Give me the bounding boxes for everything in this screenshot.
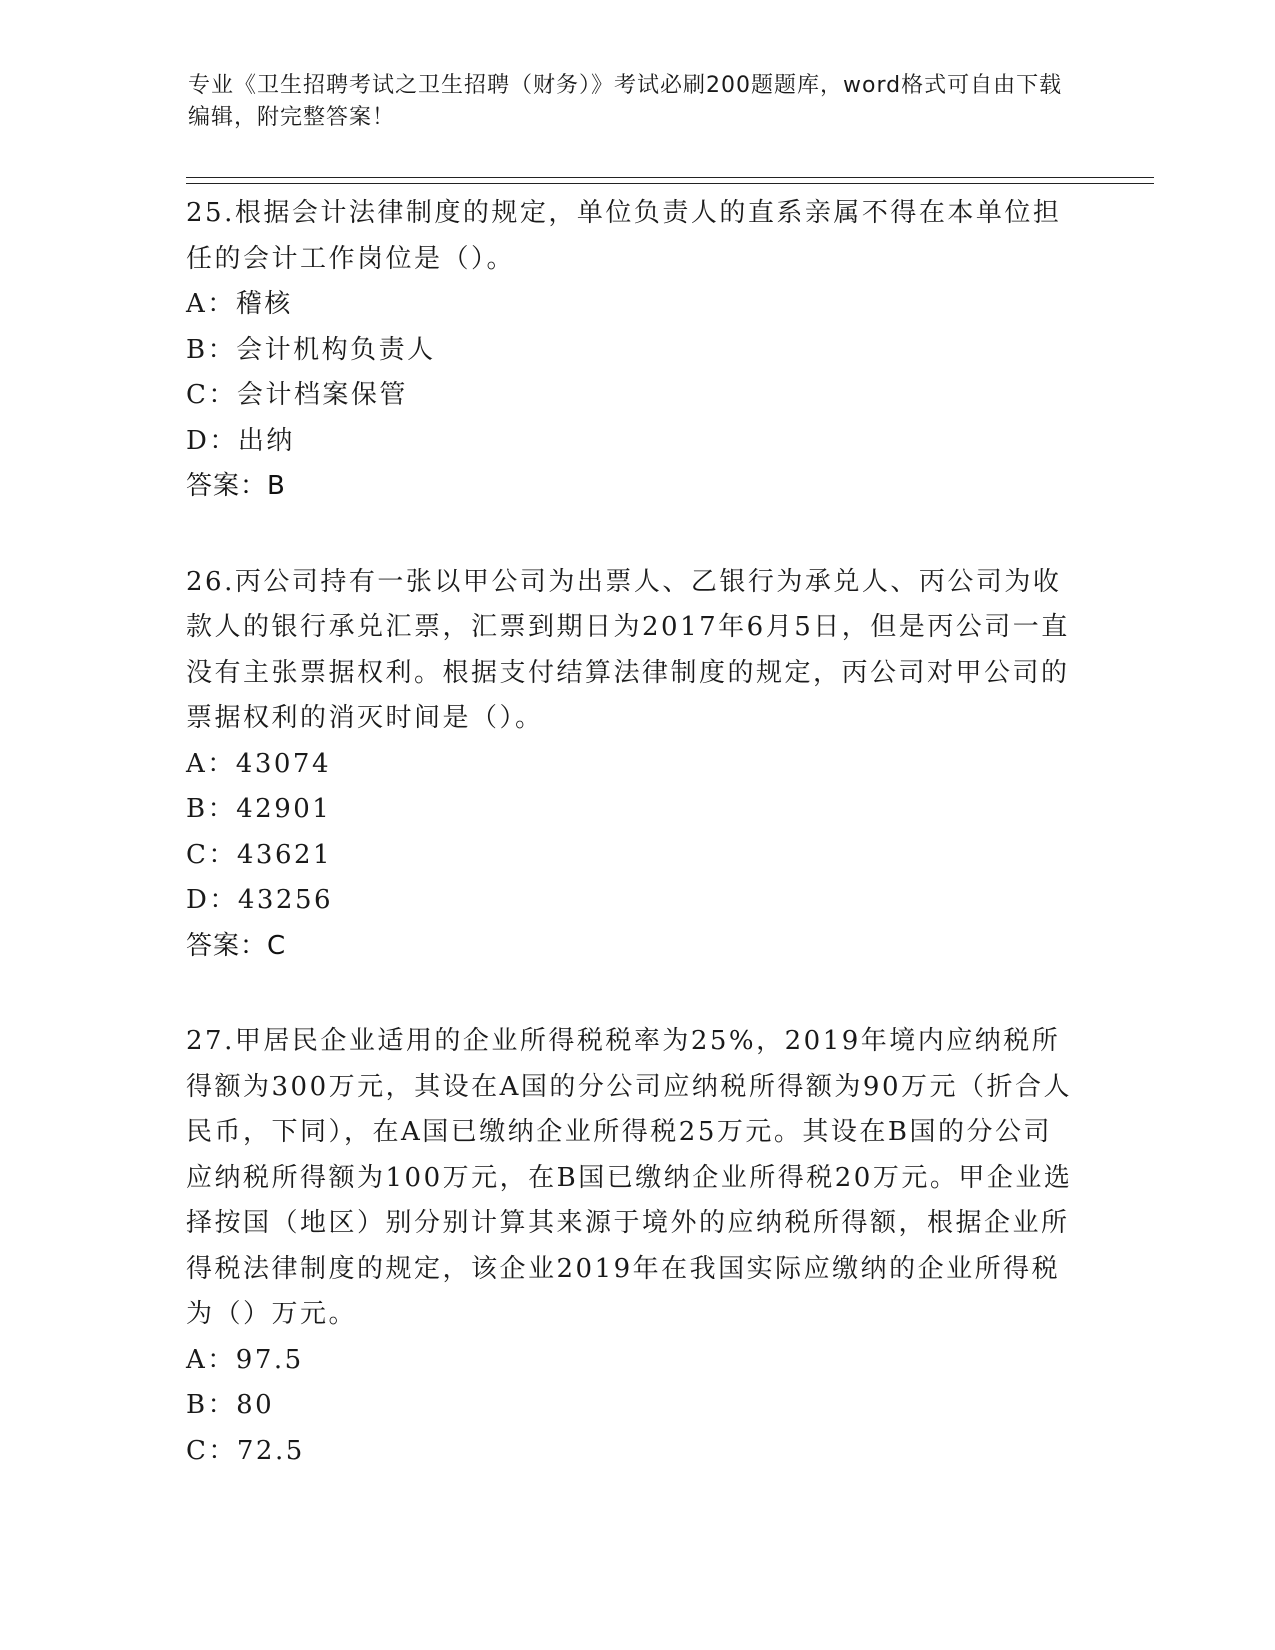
question-stem: 27.甲居民企业适用的企业所得税税率为25%，2019年境内应纳税所得额为300万元，其设在A国的分公司应纳税所得额为90万元（折合人民币，下同），在A国已缴纳企业所得税25万元。其设在B国的分公司应纳税所得额为100万元，在B国已缴纳企业所得税20万元。甲企业选择按国（地区）别分别计算其来源于境外的应纳税所得额，根据企业所得税法律制度的规定，该企业2019年在我国实际应缴纳的企业所得税为（）万元。 [186,1026,1073,1329]
question-stem: 25.根据会计法律制度的规定，单位负责人的直系亲属不得在本单位担任的会计工作岗位是（）。 [186,198,1062,274]
question-list [186,191,1076,1474]
option-d: D：出纳 [186,425,295,456]
option-c: C：43621 [186,839,333,870]
option-d: D：43256 [186,885,334,915]
option-a: A：97.5 [186,1344,304,1375]
header-divider-bottom [186,183,1154,184]
option-b: B：42901 [186,794,332,824]
question-26 [186,560,1076,970]
option-b: B：80 [186,1390,275,1420]
question-stem: 26.丙公司持有一张以甲公司为出票人、乙银行为承兑人、丙公司为收款人的银行承兑汇票，汇票到期日为2017年6月5日，但是丙公司一直没有主张票据权利。根据支付结算法律制度的规定，丙公司对甲公司的票据权利的消灭时间是（）。 [186,566,1070,733]
option-a: A：稽核 [186,289,293,319]
option-c: C：72.5 [186,1435,305,1466]
answer-line: 答案：C [186,930,287,961]
option-c: C：会计档案保管 [186,380,408,410]
question-27 [186,1019,1076,1474]
option-b: B：会计机构负责人 [186,334,436,365]
document-header: 专业《卫生招聘考试之卫生招聘（财务）》考试必刷200题题库，word格式可自由下载编辑，附完整答案！ [188,73,1063,130]
answer-line: 答案：B [186,471,286,501]
header-divider-top [186,177,1154,178]
option-a: A：43074 [186,748,331,779]
question-25 [186,191,1076,510]
